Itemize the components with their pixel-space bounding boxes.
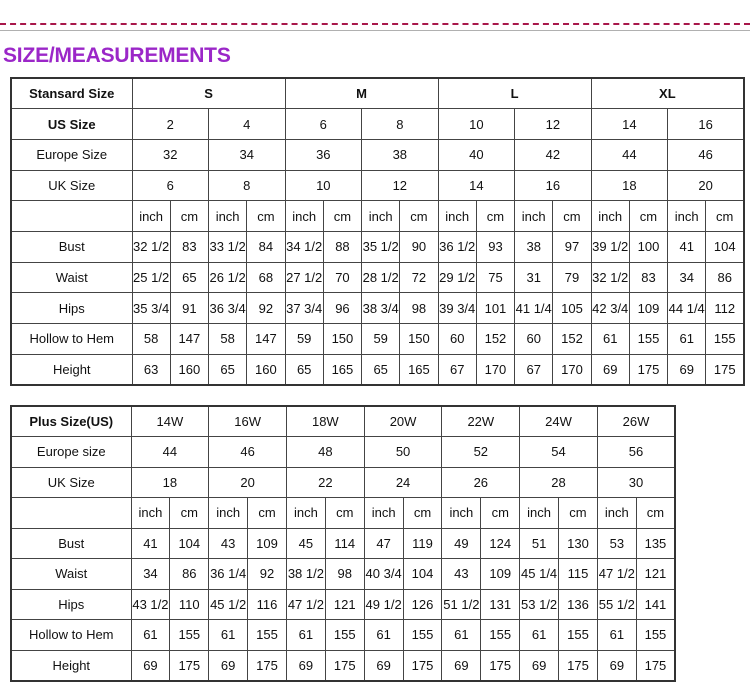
unit-header: inch <box>132 201 170 232</box>
table-row <box>11 231 744 262</box>
standard-size-label: Stansard Size <box>11 78 132 109</box>
plus-measurements <box>11 528 675 681</box>
measurement-cell: 47 <box>364 528 403 559</box>
measurement-cell: 90 <box>400 231 438 262</box>
measurement-cell: 36 1/2 <box>438 231 476 262</box>
measurement-cell: 72 <box>400 262 438 293</box>
measurement-cell: 29 1/2 <box>438 262 476 293</box>
unit-header: cm <box>636 498 675 529</box>
empty-cell <box>11 498 131 529</box>
measurement-cell: 51 <box>520 528 559 559</box>
measurement-cell: 61 <box>209 620 248 651</box>
measurement-cell: 60 <box>515 324 553 355</box>
measurement-cell: 152 <box>553 324 591 355</box>
europe-size-cell: 36 <box>285 139 362 170</box>
europe-size-cell: 34 <box>209 139 286 170</box>
measurement-cell: 109 <box>629 293 667 324</box>
measurement-cell: 175 <box>706 354 744 385</box>
measurement-cell: 61 <box>286 620 325 651</box>
measurement-cell: 41 <box>131 528 170 559</box>
measurement-label: Waist <box>11 262 132 293</box>
europe-size-cell: 46 <box>209 437 287 468</box>
measurement-cell: 165 <box>400 354 438 385</box>
measurement-cell: 43 1/2 <box>131 589 170 620</box>
uk-size-cell: 30 <box>597 467 675 498</box>
measurement-cell: 98 <box>400 293 438 324</box>
measurement-cell: 88 <box>323 231 361 262</box>
measurement-cell: 32 1/2 <box>591 262 629 293</box>
measurement-cell: 170 <box>476 354 514 385</box>
measurement-cell: 41 <box>668 231 706 262</box>
plus-size-cell: 26W <box>597 406 675 437</box>
measurement-cell: 92 <box>247 293 285 324</box>
measurement-cell: 104 <box>170 528 209 559</box>
measurement-cell: 155 <box>629 324 667 355</box>
top-dashed-divider <box>0 23 750 25</box>
measurement-cell: 53 <box>597 528 636 559</box>
plus-size-cell: 14W <box>131 406 209 437</box>
plus-size-cell: 16W <box>209 406 287 437</box>
measurement-cell: 27 1/2 <box>285 262 323 293</box>
measurement-cell: 37 3/4 <box>285 293 323 324</box>
unit-header: cm <box>247 201 285 232</box>
unit-header: inch <box>209 498 248 529</box>
page-title: SIZE/MEASUREMENTS <box>3 44 231 67</box>
measurement-cell: 92 <box>248 559 287 590</box>
table-row <box>11 109 744 140</box>
unit-header: cm <box>481 498 520 529</box>
measurement-cell: 98 <box>325 559 364 590</box>
europe-size-cell: 44 <box>591 139 668 170</box>
us-size-cell: 12 <box>515 109 592 140</box>
europe-size-cell: 44 <box>131 437 209 468</box>
measurement-cell: 61 <box>668 324 706 355</box>
table-row <box>11 170 744 201</box>
measurement-cell: 61 <box>131 620 170 651</box>
measurement-cell: 67 <box>438 354 476 385</box>
table-row <box>11 78 744 109</box>
unit-header: inch <box>438 201 476 232</box>
measurement-cell: 105 <box>553 293 591 324</box>
measurement-cell: 49 <box>442 528 481 559</box>
measurement-cell: 26 1/2 <box>209 262 247 293</box>
measurement-cell: 175 <box>170 650 209 681</box>
measurement-cell: 69 <box>286 650 325 681</box>
measurement-cell: 49 1/2 <box>364 589 403 620</box>
us-size-cell: 14 <box>591 109 668 140</box>
plus-size-table <box>10 405 676 682</box>
measurement-cell: 75 <box>476 262 514 293</box>
measurement-cell: 59 <box>285 324 323 355</box>
measurement-cell: 58 <box>132 324 170 355</box>
europe-size-cell: 42 <box>515 139 592 170</box>
unit-header: inch <box>597 498 636 529</box>
table-row <box>11 324 744 355</box>
us-size-cell: 10 <box>438 109 515 140</box>
measurement-cell: 70 <box>323 262 361 293</box>
measurement-cell: 135 <box>636 528 675 559</box>
uk-size-cell: 6 <box>132 170 209 201</box>
unit-header: cm <box>706 201 744 232</box>
measurement-cell: 175 <box>629 354 667 385</box>
table-row <box>11 650 675 681</box>
measurement-cell: 150 <box>323 324 361 355</box>
size-group-header: S <box>132 78 285 109</box>
measurement-cell: 155 <box>325 620 364 651</box>
measurement-cell: 130 <box>559 528 598 559</box>
measurement-cell: 55 1/2 <box>597 589 636 620</box>
measurement-cell: 155 <box>248 620 287 651</box>
measurement-cell: 40 3/4 <box>364 559 403 590</box>
uk-size-label: UK Size <box>11 467 131 498</box>
measurement-label: Height <box>11 650 131 681</box>
measurement-cell: 175 <box>636 650 675 681</box>
unit-header: inch <box>520 498 559 529</box>
measurement-cell: 83 <box>170 231 208 262</box>
uk-size-cell: 22 <box>286 467 364 498</box>
measurement-cell: 36 1/4 <box>209 559 248 590</box>
unit-header: inch <box>591 201 629 232</box>
measurement-cell: 86 <box>170 559 209 590</box>
table-row <box>11 437 675 468</box>
measurement-cell: 61 <box>520 620 559 651</box>
measurement-cell: 34 1/2 <box>285 231 323 262</box>
measurement-cell: 97 <box>553 231 591 262</box>
uk-size-cell: 28 <box>520 467 598 498</box>
uk-size-cell: 8 <box>209 170 286 201</box>
table-row <box>11 139 744 170</box>
measurement-cell: 38 3/4 <box>362 293 400 324</box>
unit-header: inch <box>668 201 706 232</box>
unit-header: cm <box>553 201 591 232</box>
measurement-cell: 63 <box>132 354 170 385</box>
unit-header: inch <box>209 201 247 232</box>
measurement-cell: 60 <box>438 324 476 355</box>
europe-size-label: Europe Size <box>11 139 132 170</box>
measurement-cell: 41 1/4 <box>515 293 553 324</box>
measurement-cell: 155 <box>170 620 209 651</box>
measurement-label: Waist <box>11 559 131 590</box>
measurement-cell: 112 <box>706 293 744 324</box>
measurement-cell: 69 <box>209 650 248 681</box>
table-row <box>11 620 675 651</box>
measurement-cell: 65 <box>209 354 247 385</box>
unit-header: cm <box>403 498 442 529</box>
measurement-cell: 69 <box>442 650 481 681</box>
europe-size-cell: 46 <box>668 139 745 170</box>
measurement-cell: 119 <box>403 528 442 559</box>
measurement-cell: 170 <box>553 354 591 385</box>
measurement-cell: 121 <box>636 559 675 590</box>
unit-header: inch <box>442 498 481 529</box>
table-row <box>11 201 744 232</box>
measurement-label: Hollow to Hem <box>11 620 131 651</box>
measurement-cell: 155 <box>403 620 442 651</box>
measurement-cell: 47 1/2 <box>597 559 636 590</box>
measurement-cell: 42 3/4 <box>591 293 629 324</box>
measurement-cell: 84 <box>247 231 285 262</box>
measurement-cell: 31 <box>515 262 553 293</box>
unit-header: cm <box>170 498 209 529</box>
measurement-cell: 69 <box>520 650 559 681</box>
measurement-cell: 104 <box>403 559 442 590</box>
measurement-cell: 124 <box>481 528 520 559</box>
measurement-cell: 65 <box>362 354 400 385</box>
empty-cell <box>11 201 132 232</box>
measurement-cell: 136 <box>559 589 598 620</box>
measurement-cell: 45 1/4 <box>520 559 559 590</box>
uk-size-cell: 14 <box>438 170 515 201</box>
measurement-cell: 91 <box>170 293 208 324</box>
measurement-cell: 150 <box>400 324 438 355</box>
uk-size-cell: 18 <box>591 170 668 201</box>
measurement-cell: 61 <box>591 324 629 355</box>
measurement-cell: 34 <box>131 559 170 590</box>
unit-header: cm <box>559 498 598 529</box>
measurement-cell: 53 1/2 <box>520 589 559 620</box>
measurement-cell: 155 <box>706 324 744 355</box>
measurement-cell: 39 3/4 <box>438 293 476 324</box>
measurement-cell: 147 <box>247 324 285 355</box>
unit-header: cm <box>248 498 287 529</box>
table-row <box>11 559 675 590</box>
measurement-cell: 147 <box>170 324 208 355</box>
us-size-cell: 8 <box>362 109 439 140</box>
unit-header: inch <box>364 498 403 529</box>
measurement-cell: 155 <box>559 620 598 651</box>
plus-size-label: Plus Size(US) <box>11 406 131 437</box>
unit-header: cm <box>476 201 514 232</box>
measurement-cell: 175 <box>325 650 364 681</box>
measurement-cell: 109 <box>248 528 287 559</box>
size-group-header: XL <box>591 78 744 109</box>
table-row <box>11 589 675 620</box>
measurement-cell: 65 <box>170 262 208 293</box>
plus-size-cell: 20W <box>364 406 442 437</box>
us-size-cell: 2 <box>132 109 209 140</box>
table-row <box>11 498 675 529</box>
europe-size-cell: 52 <box>442 437 520 468</box>
us-size-cell: 6 <box>285 109 362 140</box>
measurement-cell: 61 <box>442 620 481 651</box>
measurement-cell: 83 <box>629 262 667 293</box>
measurement-cell: 131 <box>481 589 520 620</box>
measurement-cell: 175 <box>403 650 442 681</box>
measurement-cell: 34 <box>668 262 706 293</box>
europe-size-cell: 56 <box>597 437 675 468</box>
measurement-cell: 93 <box>476 231 514 262</box>
standard-measurements <box>11 231 744 384</box>
unit-header: inch <box>285 201 323 232</box>
measurement-cell: 69 <box>131 650 170 681</box>
measurement-cell: 67 <box>515 354 553 385</box>
measurement-cell: 44 1/4 <box>668 293 706 324</box>
measurement-cell: 28 1/2 <box>362 262 400 293</box>
measurement-label: Bust <box>11 231 132 262</box>
measurement-cell: 69 <box>364 650 403 681</box>
measurement-cell: 61 <box>364 620 403 651</box>
measurement-cell: 175 <box>559 650 598 681</box>
measurement-cell: 175 <box>248 650 287 681</box>
unit-header: inch <box>131 498 170 529</box>
measurement-cell: 115 <box>559 559 598 590</box>
measurement-cell: 43 <box>209 528 248 559</box>
uk-size-cell: 24 <box>364 467 442 498</box>
measurement-cell: 155 <box>481 620 520 651</box>
plus-size-cell: 24W <box>520 406 598 437</box>
europe-size-cell: 54 <box>520 437 598 468</box>
measurement-cell: 160 <box>170 354 208 385</box>
measurement-cell: 104 <box>706 231 744 262</box>
table-row <box>11 406 675 437</box>
unit-header: inch <box>286 498 325 529</box>
europe-size-cell: 32 <box>132 139 209 170</box>
uk-size-cell: 18 <box>131 467 209 498</box>
measurement-cell: 116 <box>248 589 287 620</box>
measurement-cell: 121 <box>325 589 364 620</box>
us-size-label: US Size <box>11 109 132 140</box>
europe-size-label: Europe size <box>11 437 131 468</box>
measurement-cell: 152 <box>476 324 514 355</box>
unit-header: inch <box>515 201 553 232</box>
size-group-header: M <box>285 78 438 109</box>
measurement-cell: 126 <box>403 589 442 620</box>
measurement-cell: 109 <box>481 559 520 590</box>
measurement-cell: 32 1/2 <box>132 231 170 262</box>
measurement-label: Height <box>11 354 132 385</box>
uk-size-cell: 26 <box>442 467 520 498</box>
measurement-label: Hips <box>11 293 132 324</box>
europe-size-cell: 48 <box>286 437 364 468</box>
measurement-cell: 58 <box>209 324 247 355</box>
measurement-cell: 65 <box>285 354 323 385</box>
measurement-cell: 68 <box>247 262 285 293</box>
uk-size-label: UK Size <box>11 170 132 201</box>
unit-header: inch <box>362 201 400 232</box>
measurement-cell: 38 1/2 <box>286 559 325 590</box>
europe-size-cell: 40 <box>438 139 515 170</box>
measurement-cell: 69 <box>668 354 706 385</box>
measurement-label: Hips <box>11 589 131 620</box>
measurement-cell: 45 <box>286 528 325 559</box>
table-row <box>11 293 744 324</box>
unit-header: cm <box>400 201 438 232</box>
us-size-cell: 4 <box>209 109 286 140</box>
measurement-cell: 25 1/2 <box>132 262 170 293</box>
uk-size-cell: 16 <box>515 170 592 201</box>
uk-size-cell: 10 <box>285 170 362 201</box>
uk-size-cell: 20 <box>668 170 745 201</box>
us-size-cell: 16 <box>668 109 745 140</box>
measurement-cell: 79 <box>553 262 591 293</box>
table-row <box>11 354 744 385</box>
measurement-cell: 36 3/4 <box>209 293 247 324</box>
top-solid-divider <box>0 30 750 31</box>
measurement-cell: 59 <box>362 324 400 355</box>
size-group-header: L <box>438 78 591 109</box>
measurement-cell: 35 3/4 <box>132 293 170 324</box>
measurement-cell: 101 <box>476 293 514 324</box>
plus-size-cell: 22W <box>442 406 520 437</box>
measurement-cell: 110 <box>170 589 209 620</box>
europe-size-cell: 38 <box>362 139 439 170</box>
measurement-label: Hollow to Hem <box>11 324 132 355</box>
measurement-cell: 175 <box>481 650 520 681</box>
measurement-cell: 45 1/2 <box>209 589 248 620</box>
measurement-cell: 69 <box>597 650 636 681</box>
unit-header: cm <box>325 498 364 529</box>
uk-size-cell: 12 <box>362 170 439 201</box>
uk-size-cell: 20 <box>209 467 287 498</box>
unit-header: cm <box>170 201 208 232</box>
table-row <box>11 467 675 498</box>
measurement-cell: 39 1/2 <box>591 231 629 262</box>
measurement-cell: 100 <box>629 231 667 262</box>
measurement-cell: 51 1/2 <box>442 589 481 620</box>
measurement-cell: 33 1/2 <box>209 231 247 262</box>
europe-size-cell: 50 <box>364 437 442 468</box>
measurement-cell: 47 1/2 <box>286 589 325 620</box>
table-row <box>11 262 744 293</box>
measurement-cell: 61 <box>597 620 636 651</box>
measurement-cell: 165 <box>323 354 361 385</box>
measurement-cell: 114 <box>325 528 364 559</box>
measurement-cell: 86 <box>706 262 744 293</box>
measurement-cell: 38 <box>515 231 553 262</box>
unit-header: cm <box>629 201 667 232</box>
unit-header: cm <box>323 201 361 232</box>
measurement-cell: 160 <box>247 354 285 385</box>
measurement-cell: 141 <box>636 589 675 620</box>
measurement-cell: 43 <box>442 559 481 590</box>
table-row <box>11 528 675 559</box>
measurement-label: Bust <box>11 528 131 559</box>
measurement-cell: 96 <box>323 293 361 324</box>
standard-size-table <box>10 77 745 386</box>
measurement-cell: 35 1/2 <box>362 231 400 262</box>
measurement-cell: 155 <box>636 620 675 651</box>
measurement-cell: 69 <box>591 354 629 385</box>
plus-size-cell: 18W <box>286 406 364 437</box>
